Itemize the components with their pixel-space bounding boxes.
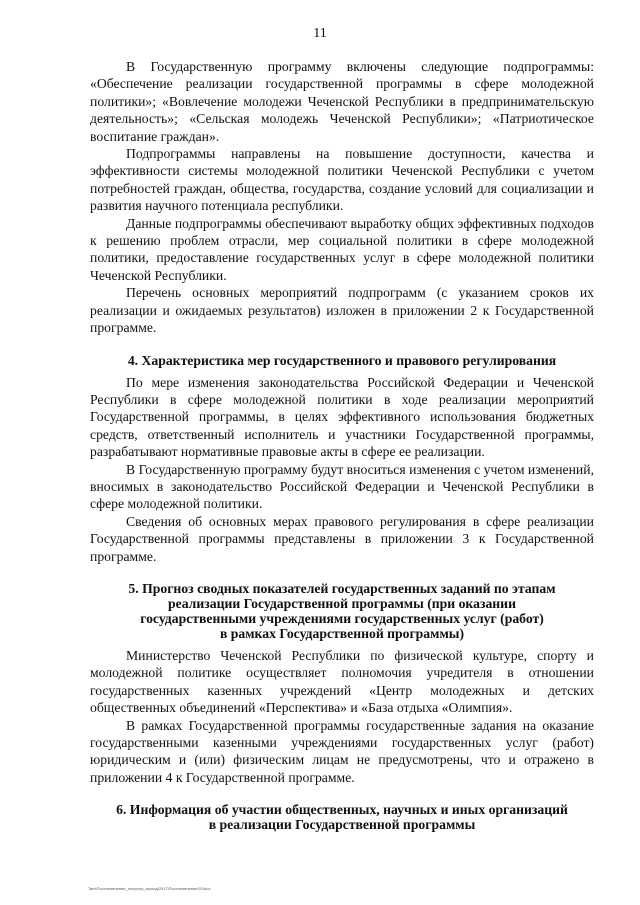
section-5-heading: [90, 581, 594, 641]
section-5-heading-line-4: в рамках Государственной программы): [219, 625, 465, 641]
section-4-paragraph-2: В Государственную программу будут вноситься изменения с учетом изменений, вносимых в законодательство Российской Федерации и Чеченской Республики в сфере молодежной политики.: [90, 461, 594, 512]
document-body: [90, 58, 594, 832]
section-6-heading-line-1: 6. Информация об участии общественных, научных и иных организаций: [116, 802, 568, 818]
section-6-heading: [90, 802, 594, 832]
intro-paragraph-3: Данные подпрограммы обеспечивают выработку общих эффективных подходов к решению проблем отрасли, мер социальной политики в сфере молодежной политики, предоставление государственных услуг в сфере молодежной политики Чеченской Республики.: [90, 215, 594, 283]
intro-paragraph-1: В Государственную программу включены следующие подпрограммы: «Обеспечение реализации государственной программы в сфере молодежной политики»; «Вовлечение молодежи Чеченской Республики в предпринимательскую деятельность»; «Сельская молодежь Чеченской Республики»; «Патриотическое воспитание граждан».: [90, 59, 594, 144]
section-4-heading: 4. Характеристика мер государственного и правового регулирования: [127, 352, 557, 368]
section-6-heading-line-2: в реализации Государственной программы: [208, 817, 476, 833]
section-4-paragraph-1: По мере изменения законодательства Российской Федерации и Чеченской Республики в сфере молодежной политики в ходе реализации мероприятий Государственной программы, в целях эффективного использования бюджетных средств, ответственный исполнитель и участники Государственной программы, разрабатывают нормативные правовые акты в сфере ее реализации.: [90, 374, 594, 460]
section-5-paragraph-1: Министерство Чеченской Республики по физической культуре, спорту и молодежной политике осуществляет полномочия учредителя в отношении государственных казенных учреждений «Центр молодежных и детских общественных объединений «Перспектива» и «База отдыха «Олимпия».: [90, 647, 594, 716]
section-5-heading-line-1: 5. Прогноз сводных показателей государственных заданий по этапам: [128, 580, 556, 596]
page-number: 11: [313, 26, 327, 41]
section-5-heading-line-3: государственными учреждениями государственных услуг (работ): [140, 610, 544, 626]
footer-file-path: Tam\Постановление_госпрогр_молод\2017\Постановление\01\doc: [88, 886, 211, 891]
section-5-heading-line-2: реализации Государственной программы (при оказании: [168, 595, 516, 611]
section-5-paragraph-2: В рамках Государственной программы государственные задания на оказание государственными казенными учреждениями государственных услуг (работ) юридическим и (или) физическим лицам не предусмотрены, что и отражено в приложении 4 к Государственной программе.: [90, 717, 594, 785]
intro-paragraph-4: Перечень основных мероприятий подпрограмм (с указанием сроков их реализации и ожидаемых результатов) изложен в приложении 2 к Государственной программе.: [90, 285, 594, 336]
section-4-paragraph-3: Сведения об основных мерах правового регулирования в сфере реализации Государственной программы представлены в приложении 3 к Государственной программе.: [90, 513, 594, 564]
intro-paragraph-2: Подпрограммы направлены на повышение доступности, качества и эффективности системы молодежной политики Чеченской Республики с учетом потребностей граждан, общества, государства, создание условий для социализации и развития научного потенциала республики.: [90, 146, 594, 214]
